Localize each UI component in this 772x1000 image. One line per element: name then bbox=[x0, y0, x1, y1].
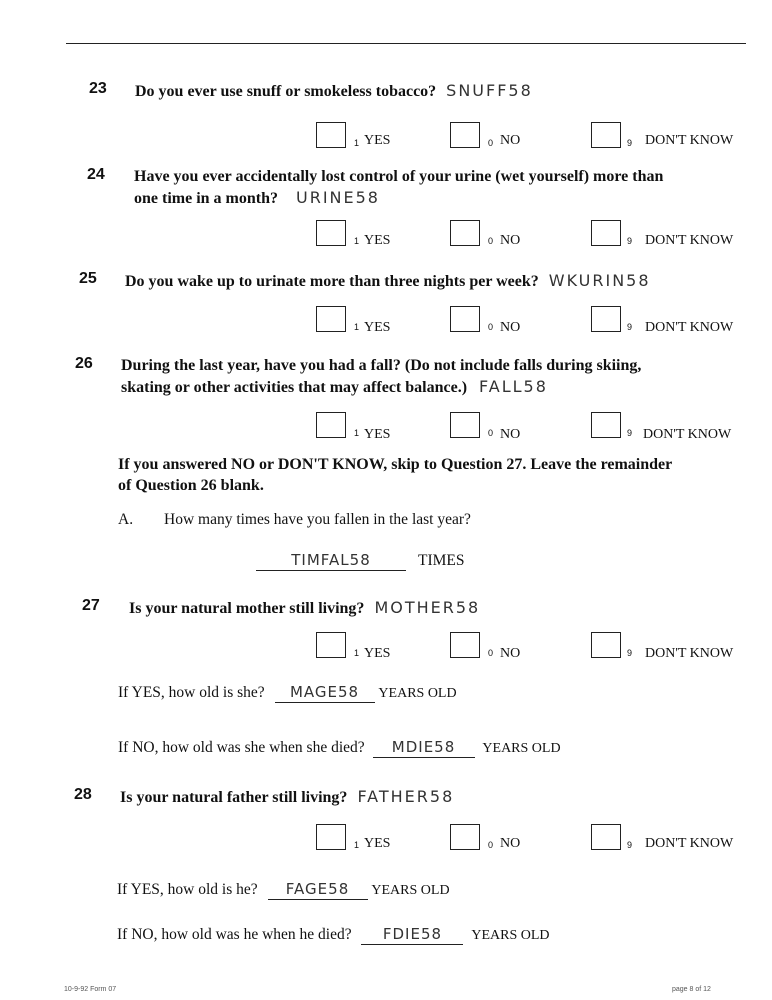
no-code: 0 bbox=[488, 648, 494, 658]
skip-instruction-line-2: of Question 26 blank. bbox=[118, 477, 264, 494]
question-26a-text: How many times have you fallen in the last year? bbox=[164, 511, 471, 528]
dont-know-checkbox[interactable] bbox=[591, 220, 621, 246]
yes-checkbox[interactable] bbox=[316, 122, 346, 148]
question-25-no-option[interactable] bbox=[450, 306, 521, 335]
question-24-variable: URINE58 bbox=[296, 188, 380, 207]
question-24-text bbox=[134, 166, 663, 209]
dont-know-code: 9 bbox=[627, 322, 633, 332]
times-fallen-variable: TIMFAL58 bbox=[291, 551, 371, 569]
dont-know-checkbox[interactable] bbox=[591, 632, 621, 658]
no-label: NO bbox=[500, 836, 521, 851]
question-27-label: Is your natural mother still living? bbox=[129, 600, 365, 617]
question-27-variable: MOTHER58 bbox=[374, 598, 481, 617]
question-26-dont-know-option[interactable] bbox=[591, 412, 732, 442]
form-id: 10-9-92 Form 07 bbox=[64, 986, 117, 993]
question-25-yes-option[interactable] bbox=[316, 306, 391, 335]
father-age-row bbox=[117, 880, 450, 900]
question-24-dont-know-option[interactable] bbox=[591, 220, 734, 248]
dont-know-label: DON'T KNOW bbox=[645, 836, 734, 851]
no-code: 0 bbox=[488, 236, 494, 246]
question-26-label: skating or other activities that may affect balance.) bbox=[121, 379, 468, 396]
times-unit: TIMES bbox=[418, 552, 465, 569]
mother-death-age-row bbox=[118, 738, 561, 758]
dont-know-checkbox[interactable] bbox=[591, 306, 621, 332]
top-rule bbox=[66, 43, 746, 44]
question-25-number: 25 bbox=[79, 270, 97, 287]
yes-checkbox[interactable] bbox=[316, 412, 346, 438]
yes-checkbox[interactable] bbox=[316, 306, 346, 332]
question-26-no-option[interactable] bbox=[450, 412, 521, 442]
times-fallen-field[interactable] bbox=[256, 551, 465, 571]
yes-checkbox[interactable] bbox=[316, 220, 346, 246]
father-death-age-variable: FDIE58 bbox=[382, 925, 443, 943]
father-age-question: If YES, how old is he? bbox=[117, 881, 258, 898]
question-23-number: 23 bbox=[89, 80, 107, 97]
skip-instruction bbox=[118, 454, 672, 496]
question-27-dont-know-option[interactable] bbox=[591, 632, 734, 661]
question-28-label: Is your natural father still living? bbox=[120, 789, 348, 806]
question-23-text bbox=[135, 80, 533, 102]
yes-code: 1 bbox=[354, 428, 360, 438]
no-label: NO bbox=[500, 427, 521, 442]
mother-age-variable: MAGE58 bbox=[289, 683, 360, 701]
question-27-no-option[interactable] bbox=[450, 632, 521, 661]
no-checkbox[interactable] bbox=[450, 412, 480, 438]
no-checkbox[interactable] bbox=[450, 632, 480, 658]
question-27-yes-option[interactable] bbox=[316, 632, 391, 661]
question-28-number: 28 bbox=[74, 786, 92, 803]
question-28-yes-option[interactable] bbox=[316, 824, 391, 851]
mother-age-unit: YEARS OLD bbox=[378, 686, 457, 701]
father-death-age-unit: YEARS OLD bbox=[471, 928, 550, 943]
father-age-unit: YEARS OLD bbox=[371, 883, 450, 898]
dont-know-label: DON'T KNOW bbox=[645, 233, 734, 248]
times-fallen-blank[interactable] bbox=[256, 551, 406, 571]
father-death-age-blank[interactable] bbox=[361, 925, 463, 945]
dont-know-code: 9 bbox=[627, 648, 633, 658]
question-23-variable: SNUFF58 bbox=[446, 81, 533, 100]
father-age-variable: FAGE58 bbox=[285, 880, 350, 898]
question-23-label: Do you ever use snuff or smokeless tobacco? bbox=[135, 83, 437, 100]
question-25-text bbox=[125, 270, 651, 292]
question-24-line-2 bbox=[134, 187, 663, 209]
no-code: 0 bbox=[488, 138, 494, 148]
father-death-age-question: If NO, how old was he when he died? bbox=[117, 926, 352, 943]
question-28-dont-know-option[interactable] bbox=[591, 824, 734, 851]
dont-know-label: DON'T KNOW bbox=[643, 427, 732, 442]
mother-death-age-question: If NO, how old was she when she died? bbox=[118, 739, 365, 756]
no-label: NO bbox=[500, 233, 521, 248]
yes-label: YES bbox=[364, 427, 391, 442]
yes-label: YES bbox=[364, 133, 391, 148]
mother-death-age-blank[interactable] bbox=[373, 738, 475, 758]
question-24-no-option[interactable] bbox=[450, 220, 521, 248]
page-number: page 8 of 12 bbox=[672, 986, 711, 993]
father-age-blank[interactable] bbox=[268, 880, 368, 900]
dont-know-label: DON'T KNOW bbox=[645, 133, 734, 148]
question-24-line-1: Have you ever accidentally lost control of your urine (wet yourself) more than bbox=[134, 168, 664, 185]
dont-know-code: 9 bbox=[627, 138, 633, 148]
dont-know-checkbox[interactable] bbox=[591, 122, 621, 148]
no-code: 0 bbox=[488, 322, 494, 332]
yes-checkbox[interactable] bbox=[316, 632, 346, 658]
dont-know-code: 9 bbox=[627, 428, 633, 438]
question-26-line-1: During the last year, have you had a fall? (Do not include falls during skiing, bbox=[121, 357, 642, 374]
question-23-yes-option[interactable] bbox=[316, 122, 391, 148]
yes-code: 1 bbox=[354, 138, 360, 148]
question-26-number: 26 bbox=[75, 355, 93, 372]
question-24-yes-option[interactable] bbox=[316, 220, 391, 248]
question-26-text bbox=[121, 355, 641, 398]
dont-know-label: DON'T KNOW bbox=[645, 320, 734, 335]
no-label: NO bbox=[500, 320, 521, 335]
question-23-dont-know-option[interactable] bbox=[591, 122, 734, 148]
mother-age-blank[interactable] bbox=[275, 683, 375, 703]
question-26-variable: FALL58 bbox=[479, 377, 548, 396]
no-checkbox[interactable] bbox=[450, 220, 480, 246]
no-checkbox[interactable] bbox=[450, 306, 480, 332]
yes-label: YES bbox=[364, 320, 391, 335]
question-27-text bbox=[129, 597, 480, 619]
mother-age-question: If YES, how old is she? bbox=[118, 684, 265, 701]
dont-know-label: DON'T KNOW bbox=[645, 646, 734, 661]
no-code: 0 bbox=[488, 428, 494, 438]
question-26-line-2 bbox=[121, 376, 641, 398]
yes-code: 1 bbox=[354, 840, 360, 850]
dont-know-code: 9 bbox=[627, 236, 633, 246]
question-27-number: 27 bbox=[82, 597, 100, 614]
yes-code: 1 bbox=[354, 322, 360, 332]
yes-label: YES bbox=[364, 233, 391, 248]
no-checkbox[interactable] bbox=[450, 824, 480, 850]
question-26-yes-option[interactable] bbox=[316, 412, 391, 442]
mother-death-age-unit: YEARS OLD bbox=[482, 741, 561, 756]
dont-know-code: 9 bbox=[627, 840, 633, 850]
yes-label: YES bbox=[364, 646, 391, 661]
question-25-dont-know-option[interactable] bbox=[591, 306, 734, 335]
question-28-variable: FATHER58 bbox=[357, 787, 455, 806]
mother-age-row bbox=[118, 683, 457, 703]
no-code: 0 bbox=[488, 840, 494, 850]
question-24-label: one time in a month? bbox=[134, 190, 278, 207]
question-25-variable: WKURIN58 bbox=[548, 271, 651, 290]
dont-know-checkbox[interactable] bbox=[591, 824, 621, 850]
skip-instruction-line-1: If you answered NO or DON'T KNOW, skip to Question 27. Leave the remainder bbox=[118, 456, 673, 473]
question-26a-letter: A. bbox=[118, 511, 134, 528]
yes-code: 1 bbox=[354, 648, 360, 658]
father-death-age-row bbox=[117, 925, 550, 945]
no-label: NO bbox=[500, 133, 521, 148]
yes-label: YES bbox=[364, 836, 391, 851]
yes-checkbox[interactable] bbox=[316, 824, 346, 850]
question-23-no-option[interactable] bbox=[450, 122, 521, 148]
no-label: NO bbox=[500, 646, 521, 661]
question-28-no-option[interactable] bbox=[450, 824, 521, 851]
question-24-number: 24 bbox=[87, 166, 105, 183]
yes-code: 1 bbox=[354, 236, 360, 246]
question-25-label: Do you wake up to urinate more than three nights per week? bbox=[125, 273, 539, 290]
mother-death-age-variable: MDIE58 bbox=[391, 738, 456, 756]
question-28-text bbox=[120, 786, 454, 808]
dont-know-checkbox[interactable] bbox=[591, 412, 621, 438]
no-checkbox[interactable] bbox=[450, 122, 480, 148]
